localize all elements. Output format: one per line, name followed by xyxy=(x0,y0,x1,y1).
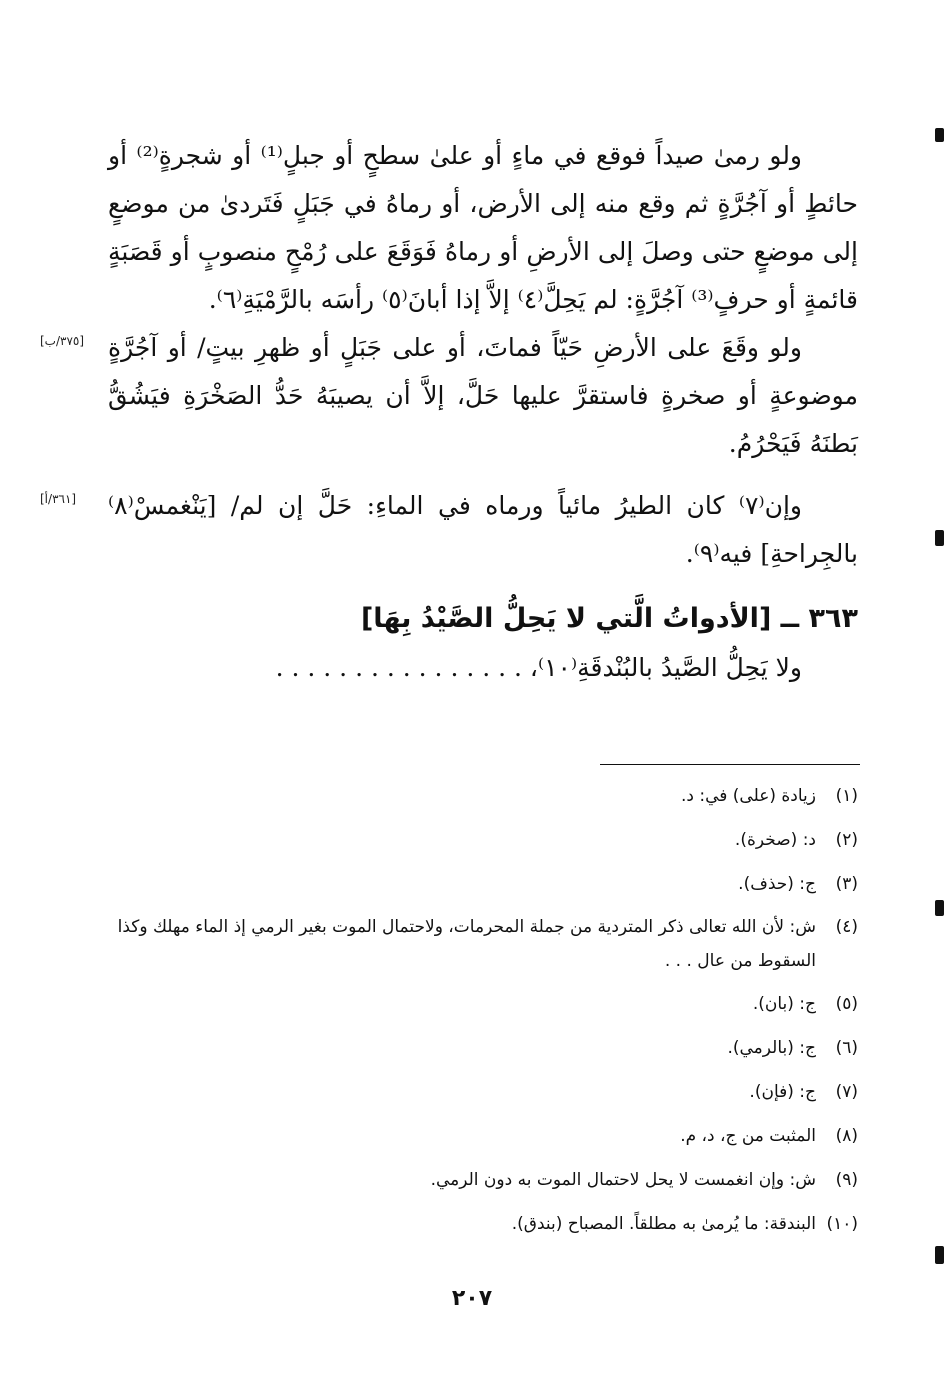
footnote-number: (٤) xyxy=(835,917,858,937)
paragraph-2-wrap xyxy=(40,324,858,468)
footnote-text: ج: (بان). xyxy=(752,994,816,1014)
scan-edge-mark xyxy=(935,530,944,546)
footnote-10 xyxy=(108,1212,858,1236)
footnote-divider xyxy=(600,764,860,765)
footnote-number: (٨) xyxy=(835,1126,858,1146)
scan-edge-mark xyxy=(935,128,944,142)
footnote-text: المثبت من ج، د، م. xyxy=(680,1126,816,1146)
footnote-3 xyxy=(108,872,858,896)
page-number: ٢٠٧ xyxy=(451,1286,493,1311)
footnote-number: (٧) xyxy=(835,1082,858,1102)
main-text xyxy=(40,132,858,692)
footnote-text: ش: وإن انغمست لا يحل لاحتمال الموت به دون الرمي. xyxy=(430,1170,816,1190)
scan-edge-mark xyxy=(935,900,944,916)
paragraph-3: وإن⁽٧⁾ كان الطيرُ مائياً ورماه في الماءِ: حَلَّ إن لم/ [يَنْغمسْ⁽٨⁾ بالجِراحةِ] فيه⁽٩⁾. xyxy=(108,491,858,568)
footnote-text: البندقة: ما يُرمىٰ به مطلقاً. المصباح (بندق). xyxy=(511,1214,816,1234)
footnote-number: (١٠) xyxy=(826,1214,858,1234)
margin-note-2: [٣٦١/أ] xyxy=(40,492,77,506)
footnote-6 xyxy=(108,1036,858,1060)
margin-note-1: [٣٧٥/ب] xyxy=(40,334,85,348)
section-heading: ٣٦٣ ــ [الأدواتُ الَّتي لا يَحِلُّ الصَّيْدُ بِهَا] xyxy=(360,603,858,634)
paragraph-4: ولا يَحِلُّ الصَّيدُ بالبُنْدقَةِ⁽١٠⁾، . . . . . . . . . . . . . . . . xyxy=(275,653,802,682)
footnote-8 xyxy=(108,1124,858,1148)
footnotes xyxy=(108,784,858,1256)
footnote-text: ش: لأن الله تعالى ذكر المتردية من جملة المحرمات، ولاحتمال الموت بغير الرمي إذ الماء مهلك وكذا السقوط من عال . . . xyxy=(117,917,816,971)
footnote-text: ج: (حذف). xyxy=(738,874,816,894)
footnote-text: ج: (فإن). xyxy=(749,1082,816,1102)
footnote-number: (٩) xyxy=(835,1170,858,1190)
footnote-5 xyxy=(108,992,858,1016)
footnote-2 xyxy=(108,828,858,852)
footnote-text: د: (صخرة). xyxy=(734,830,816,850)
footnote-text: زيادة (على) في: د. xyxy=(680,786,816,806)
footnote-9 xyxy=(108,1168,858,1192)
paragraph-3-wrap xyxy=(40,482,858,578)
footnote-number: (١) xyxy=(835,786,858,806)
footnote-number: (٣) xyxy=(835,874,858,894)
paragraph-1: ولو رمىٰ صيداً فوقع في ماءٍ أو علىٰ سطحٍ أو جبلٍ⁽¹⁾ أو شجرةٍ⁽²⁾ أو حائطٍ أو آجُرَّةٍ ثم وقع منه إلى الأرض، أو رماهُ في جَبَلٍ فَتَردىٰ من موضعٍ إلى موضعٍ حتى وصلَ إلى الأرضِ أو رماهُ فَوَقَعَ على رُمْحٍ منصوبٍ أو قَصَبَةٍ قائمةٍ أو حرفٍ⁽³⁾ آجُرَّةٍ: لم يَحِلَّ⁽٤⁾ إلاَّ إذا أبانَ⁽٥⁾ رأسَه بالرَّمْيَةِ⁽٦⁾. xyxy=(108,141,858,314)
footnote-1 xyxy=(108,784,858,808)
footnote-number: (٥) xyxy=(835,994,858,1014)
footnote-number: (٢) xyxy=(835,830,858,850)
paragraph-2: ولو وقَعَ على الأرضِ حَيّاً فماتَ، أو على جَبَلٍ أو ظهرِ بيتٍ/ أو آجُرَّةٍ موضوعةٍ أو صخرةٍ فاستقرَّ عليها حَلَّ، إلاَّ أن يصيبَهُ حَدُّ الصَخْرَةِ فيَشُقُّ بَطنَهُ فَيَحْرُمُ. xyxy=(108,333,858,458)
footnote-text: ج: (بالرمي). xyxy=(727,1038,816,1058)
footnote-7 xyxy=(108,1080,858,1104)
footnote-4 xyxy=(108,910,858,978)
scan-edge-mark xyxy=(935,1246,944,1264)
footnote-number: (٦) xyxy=(835,1038,858,1058)
